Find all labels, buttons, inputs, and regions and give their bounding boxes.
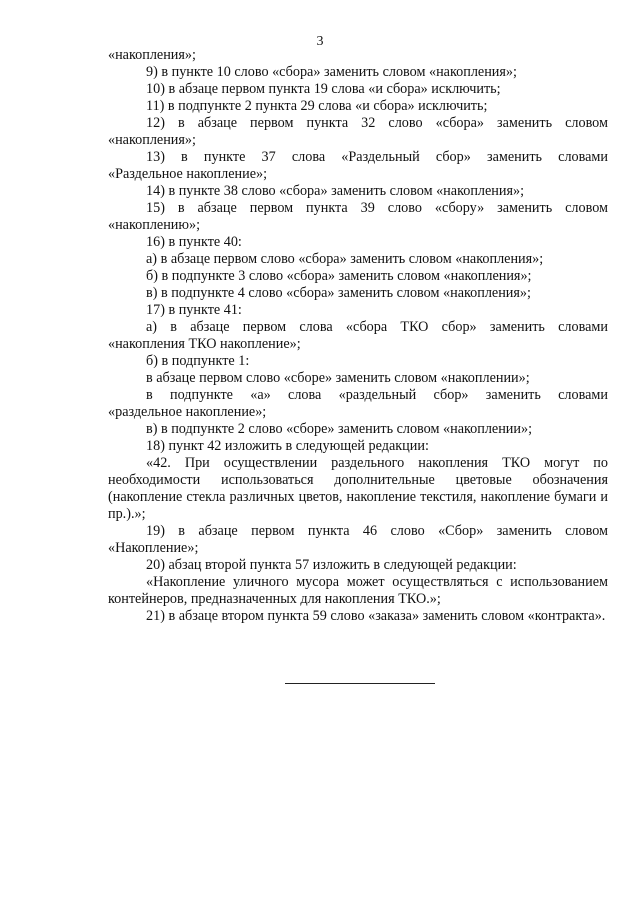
paragraph: 11) в подпункте 2 пункта 29 слова «и сбора» исключить; [146, 98, 488, 114]
paragraph: 19) в абзаце первом пункта 46 слово «Сбор» заменить словом [146, 523, 608, 539]
paragraph: 10) в абзаце первом пункта 19 слова «и сбора» исключить; [146, 81, 501, 97]
paragraph: в подпункте «а» слова «раздельный сбор» заменить словами [146, 387, 608, 403]
paragraph: б) в подпункте 3 слово «сбора» заменить словом «накопления»; [146, 268, 532, 284]
paragraph: «42. При осуществлении раздельного накопления ТКО могут по необходимости использоваться дополнительные цветовые обозначения (накопление стекла различных цветов, накопление текстиля, накопление бумаги и пр.).»; [108, 455, 608, 522]
paragraph: а) в абзаце первом слова «сбора ТКО сбор» заменить словами [146, 319, 608, 335]
paragraph: «накопления ТКО накопление»; [108, 336, 301, 352]
paragraph: 16) в пункте 40: [146, 234, 242, 250]
paragraph: в) в подпункте 4 слово «сбора» заменить словом «накопления»; [146, 285, 531, 301]
paragraph: 20) абзац второй пункта 57 изложить в следующей редакции: [146, 557, 517, 573]
paragraph: «накоплению»; [108, 217, 201, 233]
paragraph: «Накопление»; [108, 540, 199, 556]
paragraph: 15) в абзаце первом пункта 39 слово «сбору» заменить словом [146, 200, 608, 216]
paragraph: в) в подпункте 2 слово «сборе» заменить словом «накоплении»; [146, 421, 533, 437]
document-body [108, 47, 608, 625]
paragraph: 17) в пункте 41: [146, 302, 242, 318]
paragraph: 13) в пункте 37 слова «Раздельный сбор» заменить словами [146, 149, 608, 165]
paragraph: б) в подпункте 1: [146, 353, 250, 369]
paragraph: «раздельное накопление»; [108, 404, 267, 420]
paragraph: 9) в пункте 10 слово «сбора» заменить словом «накопления»; [146, 64, 517, 80]
paragraph: в абзаце первом слово «сборе» заменить словом «накоплении»; [146, 370, 530, 386]
paragraph: а) в абзаце первом слово «сбора» заменить словом «накопления»; [146, 251, 544, 267]
paragraph: «накопления»; [108, 47, 196, 63]
paragraph: 21) в абзаце втором пункта 59 слово «заказа» заменить словом «контракта». [146, 608, 606, 624]
paragraph: «накопления»; [108, 132, 196, 148]
paragraph: 12) в абзаце первом пункта 32 слово «сбора» заменить словом [146, 115, 608, 131]
paragraph: 14) в пункте 38 слово «сбора» заменить словом «накопления»; [146, 183, 525, 199]
paragraph: 18) пункт 42 изложить в следующей редакции: [146, 438, 429, 454]
paragraph: «Раздельное накопление»; [108, 166, 268, 182]
end-of-document-line [285, 683, 435, 684]
paragraph: «Накопление уличного мусора может осуществляться с использованием контейнеров, предназначенных для накопления ТКО.»; [108, 574, 608, 607]
page-number: 3 [316, 34, 324, 49]
